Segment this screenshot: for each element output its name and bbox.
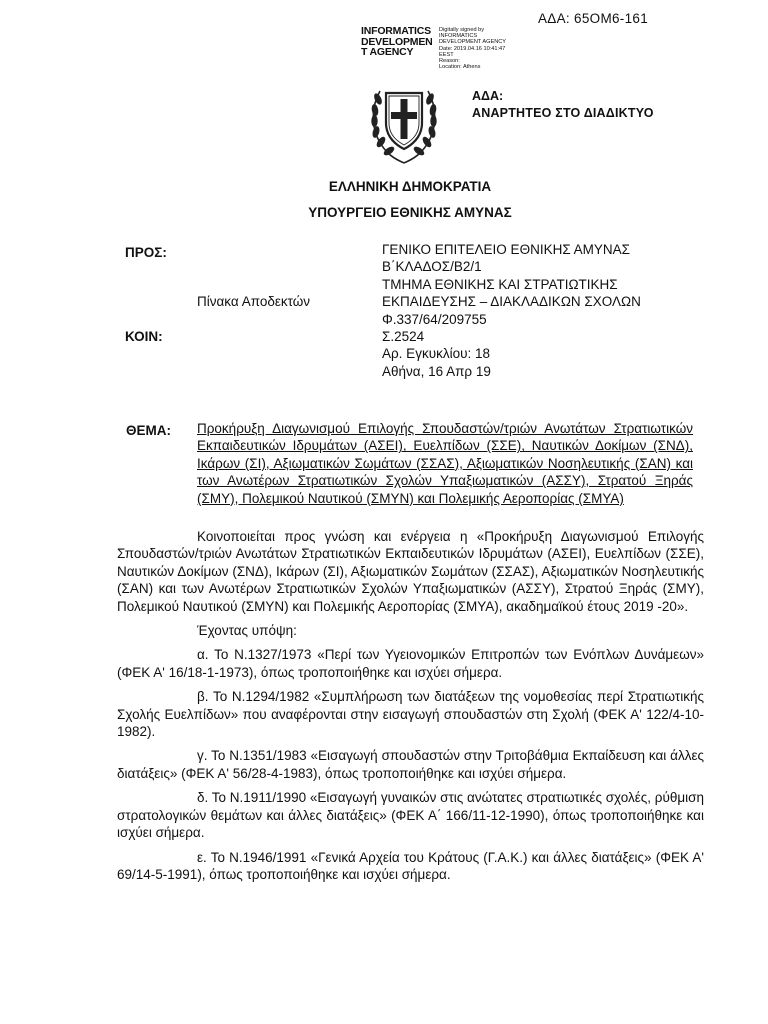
reference-item: ε. Το Ν.1946/1991 «Γενικά Αρχεία του Κράτους (Γ.Α.Κ.) και άλλες διατάξεις» (ΦΕΚ Α' 69/14-5-1991), όπως τροποποιήθηκε και ισχύει σήμερα. — [117, 849, 704, 882]
sender-address-block: ΓΕΝΙΚΟ ΕΠΙΤΕΛΕΙΟ ΕΘΝΙΚΗΣ ΑΜΥΝΑΣ Β΄ΚΛΑΔΟΣ/Β2/1 ΤΜΗΜΑ ΕΘΝΙΚΗΣ ΚΑΙ ΣΤΡΑΤΙΩΤΙΚΗΣ ΕΚΠΑΙΔΕΥΣΗΣ – ΔΙΑΚΛΑΔΙΚΩΝ ΣΧΟΛΩΝ Φ.337/64/209755 Σ.2524 Αρ. Εγκυκλίου: 18 Αθήνα, 16 Απρ 19 — [382, 242, 641, 379]
subject-label: ΘΕΜΑ: — [126, 423, 171, 438]
considering-heading: Έχοντας υπόψη: — [197, 623, 297, 639]
reference-item: β. Το Ν.1294/1982 «Συμπλήρωση των διατάξεων της νομοθεσίας περί Στρατιωτικής Σχολής Ευελπίδων» που αναφέρονται στην εισαγωγή σπουδαστών στη Σχολή (ΦΕΚ Α' 122/4-10-1982). — [117, 689, 704, 740]
reference-item: α. Το Ν.1327/1973 «Περί των Υγειονομικών Επιτροπών των Ενόπλων Δυνάμεων» (ΦΕΚ Α' 16/18-1-1973), όπως τροποποιήθηκε και ισχύει σήμερα. — [117, 647, 704, 680]
reference-item: γ. Το Ν.1351/1983 «Εισαγωγή σπουδαστών στην Τριτοβάθμια Εκπαίδευση και άλλες διατάξεις» (ΦΕΚ Α' 56/28-4-1983), όπως τροποποιήθηκε και ισχύει σήμερα. — [117, 748, 704, 781]
republic-heading: ΕΛΛΗΝΙΚΗ ΔΗΜΟΚΡΑΤΙΑ — [328, 179, 492, 194]
greek-coat-of-arms-icon — [366, 79, 442, 165]
digital-signature-organization: INFORMATICS DEVELOPMEN T AGENCY — [361, 25, 433, 58]
reference-item: δ. Το Ν.1911/1990 «Εισαγωγή γυναικών στις ανώτατες στρατιωτικές σχολές, ρύθμιση στρατολογικών θεμάτων και άλλες διατάξεις» (ΦΕΚ Α΄ 166/11-12-1990), όπως τροποποιήθηκε και ισχύει σήμερα. — [117, 790, 704, 841]
ada-number: ΑΔΑ: 65ΟΜ6-161 — [538, 11, 649, 26]
ada-label: ΑΔΑ: — [472, 89, 504, 103]
recipients-table-label: Πίνακα Αποδεκτών — [197, 294, 311, 309]
subject-text: Προκήρυξη Διαγωνισμού Επιλογής Σπουδαστών/τριών Ανωτάτων Στρατιωτικών Εκπαιδευτικών Ιδρυμάτων (ΑΣΕΙ), Ευελπίδων (ΣΣΕ), Ναυτικών Δοκίμων (ΣΝΔ), Ικάρων (ΣΙ), Αξιωματικών Σωμάτων (ΣΣΑΣ), Αξιωματικών Νοσηλευτικής (ΣΑΝ) και των Ανωτέρων Στρατιωτικών Σχολών Υπαξιωματικών (ΑΣΣΥ), Στρατού Ξηράς (ΣΜΥ), Πολεμικού Ναυτικού (ΣΜΥΝ) και Πολεμικής Αεροπορίας (ΣΜΥΑ) — [197, 421, 693, 506]
document-body — [117, 528, 704, 890]
to-label: ΠΡΟΣ: — [125, 245, 167, 260]
intro-paragraph: Κοινοποιείται προς γνώση και ενέργεια η «Προκήρυξη Διαγωνισμού Επιλογής Σπουδαστών/τριών Ανωτάτων Στρατιωτικών Εκπαιδευτικών Ιδρυμάτων (ΑΣΕΙ), Ευελπίδων (ΣΣΕ), Ναυτικών Δοκίμων (ΣΝΔ), Ικάρων (ΣΙ), Αξιωματικών Σωμάτων (ΣΣΑΣ), Αξιωματικών Νοσηλευτικής (ΣΑΝ) και των Ανωτέρων Στρατιωτικών Σχολών Υπαξιωματικών (ΑΣΣΥ), Στρατού Ξηράς (ΣΜΥ), Πολεμικού Ναυτικού (ΣΜΥΝ) και Πολεμικής Αεροπορίας (ΣΜΥΑ), ακαδημαϊκού έτους 2019 -20». — [117, 529, 704, 614]
digital-signature-details: Digitally signed by INFORMATICS DEVELOPMENT AGENCY Date: 2019.04.16 10:41:47 EEST Reason: Location: Athens — [439, 27, 507, 71]
posted-online-notice: ΑΝΑΡΤΗΤΕΟ ΣΤΟ ΔΙΑΔΙΚΤΥΟ — [472, 106, 654, 120]
ministry-heading: ΥΠΟΥΡΓΕΙΟ ΕΘΝΙΚΗΣ ΑΜΥΝΑΣ — [308, 205, 512, 220]
cc-label: ΚΟΙΝ: — [125, 329, 163, 344]
